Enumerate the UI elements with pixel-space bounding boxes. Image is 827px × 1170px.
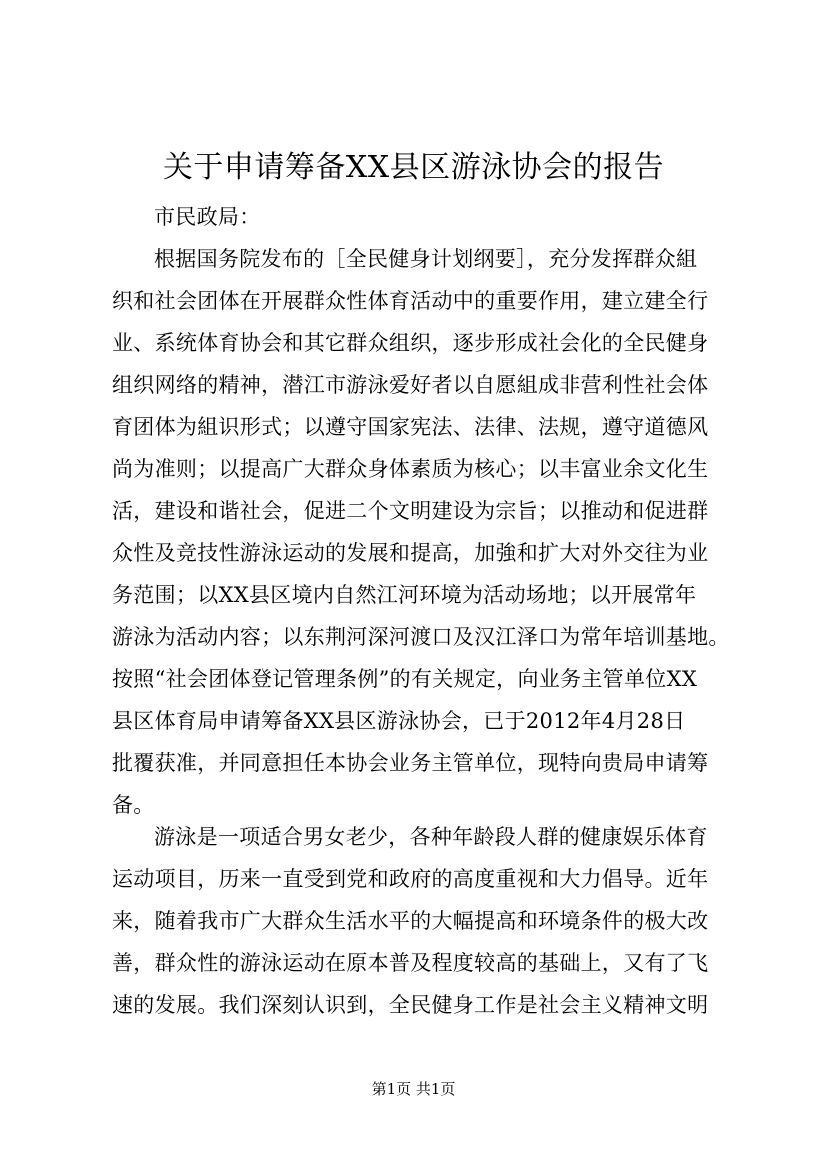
paragraph-line: 尚为准则；以提高广大群众身体素质为核心；以丰富业余文化生: [112, 457, 709, 481]
paragraph-line: 根据国务院发布的［全民健身计划纲要］，充分发挥群众組: [154, 247, 698, 271]
paragraph-line: 备。: [112, 793, 155, 817]
paragraph-line: 游泳是一项适合男女老少，各种年龄段人群的健康娱乐体育: [154, 825, 708, 849]
paragraph-line: 速的发展。我们深刻认识到，全民健身工作是社会主义精神文明: [112, 993, 709, 1017]
paragraph-line: 活，建设和谐社会，促进二个文明建设为宗旨；以推动和促进群: [112, 499, 709, 523]
paragraph-line: 业、系统体育协会和其它群众组织，逐步形成社会化的全民健身: [112, 331, 709, 355]
paragraph-line: 众性及竞技性游泳运动的发展和提高，加強和扩大对外交往为业: [112, 541, 709, 565]
paragraph-line: 批覆获准，并同意担任本协会业务主管单位，现特向贵局申请筹: [112, 751, 709, 775]
paragraph-2: [112, 816, 722, 1026]
paragraph-line: 运动项目，历来一直受到党和政府的高度重视和大力倡导。近年: [112, 867, 709, 891]
paragraph-line: 游泳为活动内容；以东荆河深河渡口及汉江泽口为常年培训基地。: [112, 625, 730, 649]
paragraph-line: 善，群众性的游泳运动在原本普及程度较高的基础上，又有了飞: [112, 951, 709, 975]
salutation: 市民政局：: [154, 205, 261, 229]
paragraph-line: 务范围；以XX县区境内自然江河环境为活动场地；以开展常年: [112, 583, 697, 607]
page-number-footer: 第1页 共1页: [371, 1080, 456, 1098]
paragraph-line: 按照“社会团体登记管理条例”的有关规定，向业务主管单位XX: [112, 667, 698, 691]
paragraph-line: 育团体为組识形式；以遵守国家宪法、法律、法规，遵守道德风: [112, 415, 709, 439]
paragraph-line: 组织网络的精神，潜江市游泳爱好者以自愿組成非营利性社会体: [112, 373, 709, 397]
document-title: 关于申请筹备XX县区游泳协会的报告: [162, 150, 665, 185]
paragraph-line: 来，随着我市广大群众生活水平的大幅提高和环境条件的极大改: [112, 909, 709, 933]
paragraph-line: 县区体育局申请筹备XX县区游泳协会，已于2012年4月28日: [112, 709, 686, 733]
paragraph-1: [112, 238, 730, 826]
paragraph-line: 织和社会团体在开展群众性体育活动中的重要作用，建立建全行: [112, 289, 709, 313]
